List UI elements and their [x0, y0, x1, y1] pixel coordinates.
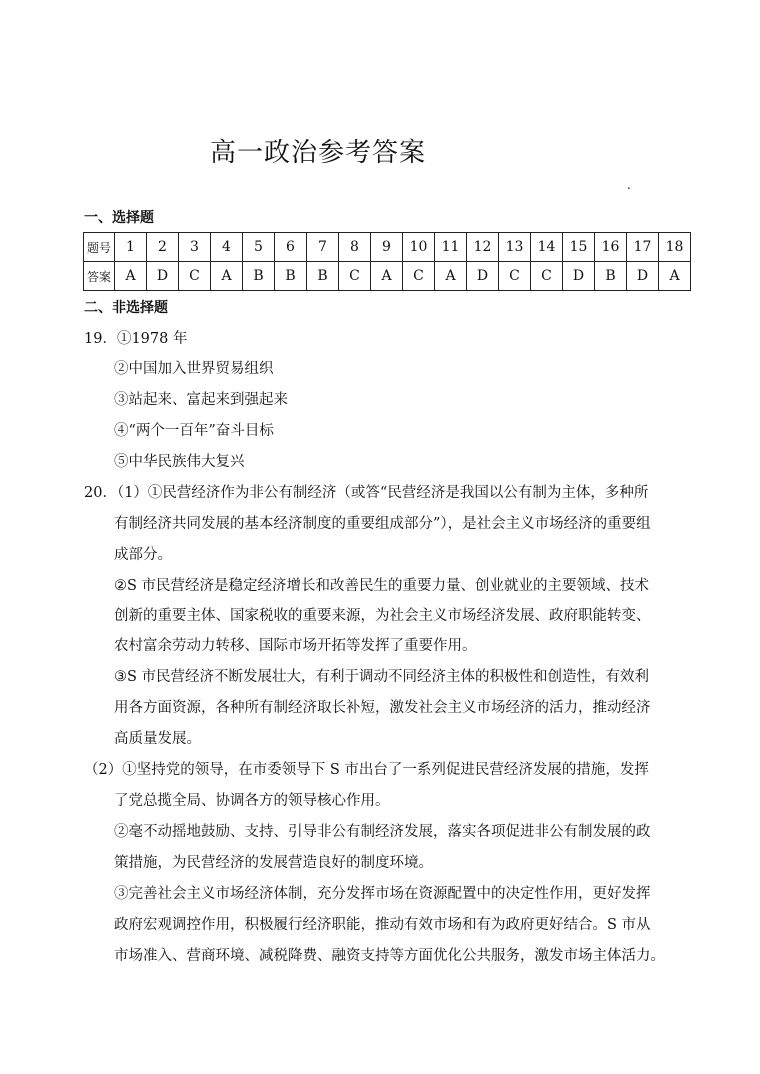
answer-cell: C	[531, 262, 563, 291]
question-number: 10	[403, 233, 435, 262]
answer-cell: C	[403, 262, 435, 291]
answer-line: 创新的重要主体、国家税收的重要来源，为社会主义市场经济发展、政府职能转变、	[114, 608, 651, 624]
table-row-answers	[84, 262, 691, 291]
answer-cell: A	[371, 262, 403, 291]
answer-cell: D	[563, 262, 595, 291]
answer-cell: A	[435, 262, 467, 291]
answer-line: 高质量发展。	[114, 731, 201, 747]
answer-line: ③完善社会主义市场经济体制，充分发挥市场在资源配置中的决定性作用，更好发挥	[114, 886, 651, 902]
row-label-answer: 答案	[84, 262, 115, 291]
answer-cell: A	[211, 262, 243, 291]
answer-cell: B	[307, 262, 339, 291]
question-number: 17	[627, 233, 659, 262]
question-number: 3	[179, 233, 211, 262]
answer-line: 市场准入、营商环境、减税降费、融资支持等方面优化公共服务，激发市场主体活力。	[114, 948, 665, 964]
question-number: 14	[531, 233, 563, 262]
section-heading-choice: 一、选择题	[84, 210, 154, 226]
question-number: 4	[211, 233, 243, 262]
row-label-number: 题号	[84, 233, 115, 262]
answer-line: ⑤中华民族伟大复兴	[114, 454, 245, 470]
answer-cell: A	[115, 262, 147, 291]
answer-cell: B	[275, 262, 307, 291]
answer-line: ③站起来、富起来到强起来	[114, 392, 288, 408]
answer-line: （2）①坚持党的领导，在市委领导下 S 市出台了一系列促进民营经济发展的措施，发挥	[84, 762, 649, 778]
section-heading-nonchoice: 二、非选择题	[84, 300, 168, 316]
answer-cell: C	[499, 262, 531, 291]
answer-cell: C	[179, 262, 211, 291]
answer-line: 农村富余劳动力转移、国际市场开拓等发挥了重要作用。	[114, 638, 477, 654]
answer-line: ②S 市民营经济是稳定经济增长和改善民生的重要力量、创业就业的主要领域、技术	[114, 578, 650, 594]
answer-line: 策措施，为民营经济的发展营造良好的制度环境。	[114, 855, 433, 871]
answer-line: 政府宏观调控作用，积极履行经济职能，推动有效市场和有为政府更好结合。S 市从	[114, 917, 651, 933]
question-number: 2	[147, 233, 179, 262]
question-number: 8	[339, 233, 371, 262]
answer-cell: B	[595, 262, 627, 291]
answer-cell: D	[627, 262, 659, 291]
question-number: 15	[563, 233, 595, 262]
stray-dot: .	[627, 178, 631, 192]
page-title: 高一政治参考答案	[210, 138, 427, 168]
answer-line: 19．①1978 年	[84, 331, 188, 347]
answer-cell: C	[339, 262, 371, 291]
answer-line: ③S 市民营经济不断发展壮大，有利于调动不同经济主体的积极性和创造性，有效利	[114, 669, 650, 685]
answer-line: ②毫不动摇地鼓励、支持、引导非公有制经济发展，落实各项促进非公有制发展的政	[114, 824, 651, 840]
answer-line: ②中国加入世界贸易组织	[114, 361, 274, 377]
answer-line: 有制经济共同发展的基本经济制度的重要组成部分”），是社会主义市场经济的重要组	[114, 516, 651, 532]
answer-line: ④“两个一百年”奋斗目标	[114, 423, 274, 439]
answer-line: 20．（1）①民营经济作为非公有制经济（或答“民营经济是我国以公有制为主体，多种所	[84, 485, 649, 501]
question-number: 13	[499, 233, 531, 262]
question-number: 5	[243, 233, 275, 262]
question-number: 11	[435, 233, 467, 262]
answer-cell: D	[147, 262, 179, 291]
question-number: 12	[467, 233, 499, 262]
question-number: 9	[371, 233, 403, 262]
answer-line: 用各方面资源，各种所有制经济取长补短，激发社会主义市场经济的活力，推动经济	[114, 700, 651, 716]
answer-line: 了党总揽全局、协调各方的领导核心作用。	[114, 793, 390, 809]
answer-line: 成部分。	[114, 547, 172, 563]
answer-cell: B	[243, 262, 275, 291]
question-number: 7	[307, 233, 339, 262]
answer-table	[83, 232, 691, 291]
answer-cell: A	[659, 262, 691, 291]
answer-cell: D	[467, 262, 499, 291]
table-row-numbers	[84, 233, 691, 262]
question-number: 16	[595, 233, 627, 262]
question-number: 1	[115, 233, 147, 262]
question-number: 18	[659, 233, 691, 262]
question-number: 6	[275, 233, 307, 262]
